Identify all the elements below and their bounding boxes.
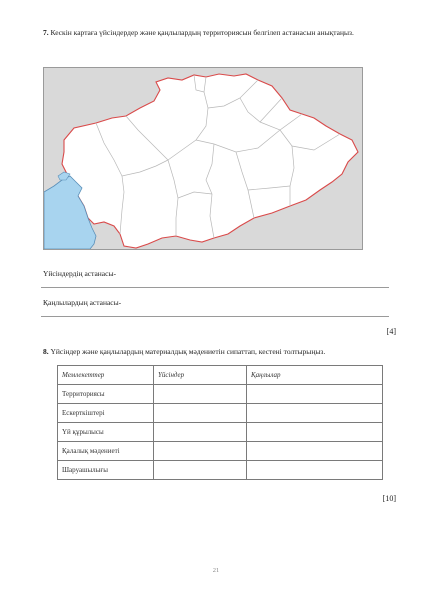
answer-cell[interactable] [247,461,383,480]
table-row [58,423,383,442]
question-7-number: 7. [43,28,49,37]
outline-map [43,67,363,250]
table-header-row [58,366,383,385]
kangly-capital-label: Қаңлылардың астанасы- [43,298,122,307]
answer-cell[interactable] [154,404,247,423]
row-label: Территориясы [58,385,154,404]
row-label: Үй құрылысы [58,423,154,442]
answer-cell[interactable] [247,404,383,423]
score-question-8: [10] [382,494,396,503]
answer-table [57,365,383,480]
kazakhstan-outline-map [44,68,362,249]
answer-cell[interactable] [154,423,247,442]
question-8-number: 8. [43,347,49,356]
answer-cell[interactable] [247,442,383,461]
column-header: Мемлекеттер [58,366,154,385]
row-label: Қалалық мәдениеті [58,442,154,461]
usun-capital-label: Үйсіндердің астанасы- [43,269,117,278]
page-number: 21 [212,567,220,574]
answer-cell[interactable] [154,461,247,480]
table-row [58,461,383,480]
score-question-7: [4] [386,327,396,336]
column-header: Қаңлылар [247,366,383,385]
answer-cell[interactable] [154,442,247,461]
answer-line-1[interactable] [41,287,389,288]
column-header: Үйсіндер [154,366,247,385]
table-row [58,385,383,404]
answer-cell[interactable] [247,385,383,404]
table-row [58,404,383,423]
answer-line-2[interactable] [41,316,389,317]
question-8 [43,347,393,356]
question-7 [43,28,373,38]
row-label: Шаруашылығы [58,461,154,480]
question-8-text: Үйсіндер және қаңлылардың материалдық мәдениетін сипаттап, кестені толтырыңыз. [50,347,326,356]
question-7-text: Кескін картаға үйсіндердер және қаңлылардың территориясын белгілеп астанасын анықтаңыз. [50,28,354,37]
row-label: Ескерткіштері [58,404,154,423]
table-row [58,442,383,461]
answer-cell[interactable] [247,423,383,442]
answer-cell[interactable] [154,385,247,404]
